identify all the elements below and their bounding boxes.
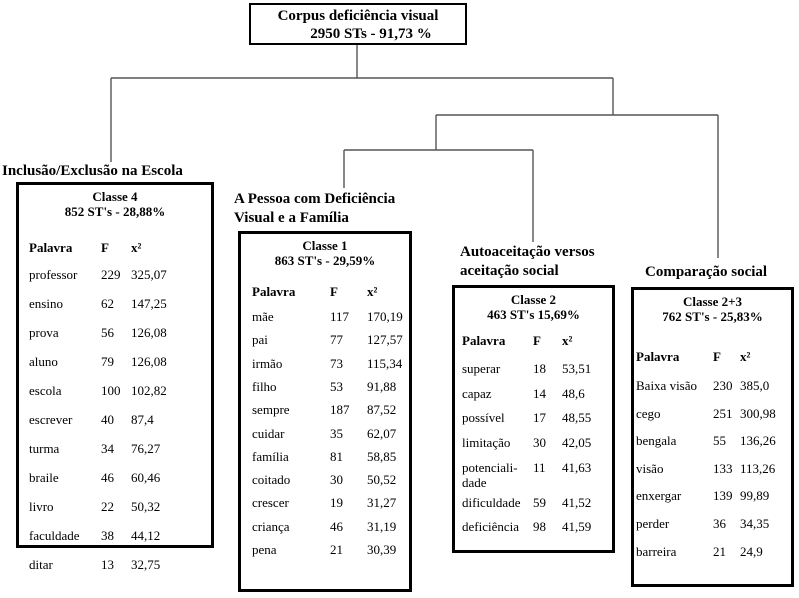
class2-percent: 463 ST's 15,69% — [487, 307, 580, 322]
class1-cell-frequency: 117 — [330, 309, 350, 324]
class1-table-row — [241, 472, 409, 488]
class1-cell-word: pai — [252, 332, 268, 348]
class23-table-row — [634, 516, 791, 532]
class23-cell-word: barreira — [636, 543, 677, 559]
class4-table-row — [19, 354, 211, 370]
class1-cell-chi2: 58,85 — [367, 448, 397, 464]
class4-name: Classe 4 — [92, 189, 138, 204]
class1-cell-chi2: 31,27 — [367, 495, 397, 511]
class4-table-row — [19, 470, 211, 486]
class4-cell-word: escola — [29, 383, 62, 398]
class2-cell-frequency: 18 — [533, 361, 546, 376]
class1-name: Classe 1 — [302, 238, 348, 253]
class1-table-row — [241, 519, 409, 535]
class1-table-row — [241, 332, 409, 348]
class2-cell-word: dificuldade — [462, 494, 521, 510]
class4-cell-chi2: 60,46 — [131, 470, 161, 485]
class23-table-row — [634, 544, 791, 560]
class23-cell-chi2: 300,98 — [740, 405, 776, 421]
class23-cell-frequency: 36 — [713, 516, 726, 531]
class1-percent: 863 ST's - 29,59% — [274, 253, 376, 268]
class1-cell-frequency: 53 — [330, 378, 343, 394]
class2-cell-chi2: 41,59 — [562, 519, 592, 535]
class4-cell-word: professor — [29, 267, 78, 282]
class1-box — [238, 231, 412, 592]
class4-table-row — [19, 412, 211, 428]
class1-cell-frequency: 21 — [330, 542, 343, 557]
class1-cell-word: família — [252, 448, 289, 464]
class4-cell-word: aluno — [29, 354, 58, 369]
class2-cell-word: capaz — [462, 385, 492, 401]
class1-table-row — [241, 402, 409, 418]
class4-cell-chi2: 32,75 — [131, 557, 161, 572]
class1-cell-chi2: 91,88 — [367, 378, 397, 394]
class4-cell-chi2: 87,4 — [131, 412, 154, 427]
class23-cell-frequency: 230 — [713, 378, 733, 393]
class2-cell-frequency: 59 — [533, 494, 546, 510]
class23-cell-word: enxergar — [636, 488, 682, 504]
class1-cell-frequency: 19 — [330, 495, 343, 511]
class2-table-row — [455, 410, 612, 426]
class23-cell-chi2: 385,0 — [740, 378, 770, 393]
class1-cell-chi2: 31,19 — [367, 518, 397, 534]
class1-cell-word: pena — [252, 542, 277, 557]
class4-table-row — [19, 499, 211, 515]
class23-table-row — [634, 461, 791, 477]
class2-table-row — [455, 495, 612, 511]
class4-cell-word: ensino — [29, 296, 63, 311]
class1-table-row — [241, 542, 409, 558]
root-node — [249, 3, 467, 45]
class1-cell-frequency: 187 — [330, 402, 350, 418]
class23-table-row — [634, 406, 791, 422]
class4-header-freq: F — [101, 240, 109, 255]
class1-cell-word: sempre — [252, 402, 290, 418]
class4-cell-chi2: 102,82 — [131, 383, 167, 398]
class1-table-row — [241, 495, 409, 511]
class4-box — [16, 182, 214, 572]
class1-header-chi: x² — [367, 284, 378, 299]
class23-title: Comparação social — [645, 264, 768, 280]
class4-cell-chi2: 76,27 — [131, 441, 161, 456]
class23-cell-frequency: 21 — [713, 543, 726, 559]
class1-cell-chi2: 115,34 — [367, 355, 403, 371]
class4-cell-chi2: 44,12 — [131, 528, 161, 543]
class2-cell-frequency: 98 — [533, 519, 546, 535]
class1-table-row — [241, 426, 409, 442]
class4-table-row — [19, 325, 211, 341]
class4-cell-word: turma — [29, 441, 60, 456]
class2-cell-frequency: 11 — [533, 459, 546, 475]
class2-header-chi: x² — [562, 333, 573, 348]
class2-cell-chi2: 41,52 — [562, 494, 592, 510]
class2-table-row — [455, 519, 612, 535]
class4-cell-frequency: 56 — [101, 325, 114, 340]
class1-cell-frequency: 35 — [330, 425, 343, 441]
class1-cell-chi2: 127,57 — [367, 332, 403, 348]
class23-table-row — [634, 433, 791, 449]
class4-cell-frequency: 38 — [101, 528, 114, 543]
class4-cell-frequency: 79 — [101, 354, 114, 369]
class1-table-row — [241, 356, 409, 372]
class4-percent: 852 ST's - 28,88% — [64, 204, 166, 219]
class23-percent: 762 ST's - 25,83% — [662, 309, 763, 324]
class2-table-row — [455, 459, 612, 490]
class1-header-word: Palavra — [252, 284, 296, 299]
class4-table-row — [19, 383, 211, 399]
class4-cell-frequency: 22 — [101, 499, 114, 514]
class4-cell-frequency: 46 — [101, 470, 114, 485]
class23-table-row — [634, 488, 791, 504]
class1-cell-chi2: 50,52 — [367, 472, 397, 488]
class23-cell-chi2: 24,9 — [740, 543, 763, 559]
class1-title-line1: A Pessoa com Deficiência — [234, 191, 396, 207]
class23-cell-frequency: 133 — [713, 460, 733, 476]
class2-table-row — [455, 386, 612, 402]
class4-cell-frequency: 62 — [101, 296, 114, 311]
class1-cell-word: cuidar — [252, 425, 285, 441]
class4-cell-chi2: 126,08 — [131, 354, 167, 369]
class1-cell-frequency: 77 — [330, 332, 343, 348]
class23-cell-frequency: 251 — [713, 405, 733, 421]
class1-table-row — [241, 309, 409, 325]
class23-cell-frequency: 139 — [713, 488, 733, 504]
class2-cell-frequency: 30 — [533, 435, 546, 451]
class4-cell-word: faculdade — [29, 528, 80, 543]
class1-table-row — [241, 379, 409, 395]
class4-cell-frequency: 13 — [101, 557, 114, 572]
class23-cell-word: bengala — [636, 433, 677, 449]
class4-title: Inclusão/Exclusão na Escola — [2, 163, 183, 179]
class1-cell-chi2: 62,07 — [367, 425, 397, 441]
class1-cell-frequency: 46 — [330, 518, 343, 534]
class23-box — [631, 287, 794, 587]
class2-cell-word: superar — [462, 361, 501, 376]
class4-cell-frequency: 100 — [101, 383, 121, 398]
class4-header-word: Palavra — [29, 240, 73, 255]
class1-cell-frequency: 30 — [330, 472, 343, 488]
class23-cell-chi2: 113,26 — [740, 460, 776, 476]
class1-cell-word: mãe — [252, 309, 274, 324]
class4-cell-chi2: 325,07 — [131, 267, 167, 282]
class23-cell-word: cego — [636, 405, 661, 421]
class2-name: Classe 2 — [510, 292, 557, 307]
class2-title-line2: aceitação social — [460, 263, 559, 279]
class23-header-chi: x² — [740, 349, 751, 364]
class2-cell-frequency: 17 — [533, 410, 546, 426]
class4-cell-word: livro — [29, 499, 54, 514]
class2-cell-word: possível — [462, 410, 505, 426]
class2-cell-chi2: 48,6 — [562, 385, 585, 401]
class1-cell-word: irmão — [252, 355, 283, 371]
class2-cell-chi2: 53,51 — [562, 361, 592, 376]
class1-cell-word: coitado — [252, 472, 291, 488]
class4-table-row — [19, 267, 211, 283]
class2-cell-word: potenciali- — [462, 459, 518, 475]
class23-cell-chi2: 136,26 — [740, 433, 776, 449]
class2-cell-chi2: 41,63 — [562, 459, 592, 475]
class1-cell-chi2: 30,39 — [367, 542, 397, 557]
class2-cell-word: deficiência — [462, 519, 520, 535]
class23-cell-chi2: 34,35 — [740, 516, 770, 531]
class2-header-word: Palavra — [462, 333, 506, 348]
class4-header-chi: x² — [131, 240, 142, 255]
class23-cell-word: perder — [636, 516, 670, 531]
class4-table-row — [19, 528, 211, 544]
class4-cell-frequency: 34 — [101, 441, 114, 456]
class23-header-word: Palavra — [636, 349, 680, 364]
root-count: 2950 STs - 91,73 % — [310, 26, 432, 42]
class4-cell-chi2: 126,08 — [131, 325, 167, 340]
class1-cell-chi2: 87,52 — [367, 402, 397, 418]
class1-table-row — [241, 449, 409, 465]
class2-box — [452, 285, 615, 553]
class1-cell-frequency: 81 — [330, 448, 343, 464]
class4-table-row — [19, 557, 211, 573]
class23-cell-chi2: 99,89 — [740, 488, 770, 504]
class4-table-row — [19, 441, 211, 457]
class4-cell-chi2: 147,25 — [131, 296, 167, 311]
class4-cell-chi2: 50,32 — [131, 499, 161, 514]
class23-cell-word: Baixa visão — [636, 378, 698, 393]
class2-title-line1: Autoaceitação versos — [460, 244, 595, 260]
root-title: Corpus deficiência visual — [277, 8, 439, 24]
class4-cell-frequency: 229 — [101, 267, 121, 282]
class2-header-freq: F — [533, 333, 541, 348]
class2-table-row — [455, 435, 612, 451]
class4-cell-word: braile — [29, 470, 59, 485]
class23-table-row — [634, 378, 791, 394]
class4-cell-word: ditar — [29, 557, 53, 572]
class1-cell-word: filho — [252, 378, 277, 394]
class23-name: Classe 2+3 — [682, 294, 743, 309]
class2-table-row — [455, 361, 612, 377]
class1-cell-word: crescer — [252, 495, 289, 511]
class1-cell-chi2: 170,19 — [367, 309, 403, 324]
class1-cell-frequency: 73 — [330, 355, 343, 371]
class2-cell-chi2: 42,05 — [562, 435, 592, 451]
class23-header-freq: F — [713, 349, 721, 364]
class4-cell-word: prova — [29, 325, 59, 340]
class2-cell-word-continuation: dade — [462, 474, 487, 490]
class2-cell-frequency: 14 — [533, 385, 546, 401]
class4-cell-frequency: 40 — [101, 412, 114, 427]
class1-title-line2: Visual e a Família — [234, 210, 349, 226]
class2-cell-chi2: 48,55 — [562, 410, 592, 426]
class1-cell-word: criança — [252, 518, 290, 534]
class23-cell-word: visão — [636, 460, 664, 476]
class2-cell-word: limitação — [462, 435, 511, 451]
class4-cell-word: escrever — [29, 412, 73, 427]
class23-cell-frequency: 55 — [713, 433, 726, 449]
class4-table-row — [19, 296, 211, 312]
class1-header-freq: F — [330, 284, 338, 299]
